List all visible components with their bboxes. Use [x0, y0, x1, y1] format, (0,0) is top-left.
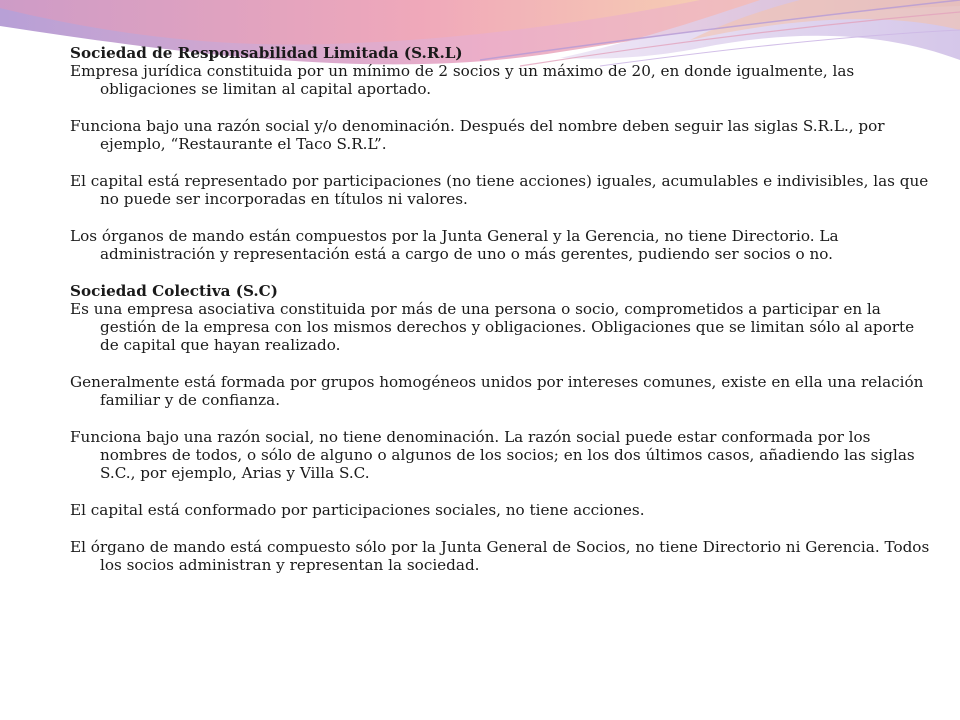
srl-paragraph-4: Los órganos de mando están compuestos por la Junta General y la Gerencia, no tiene Directorio. La administración y representación está a cargo de uno o más gerentes, pudiendo ser socios o no. — [70, 227, 839, 263]
srl-paragraph-1: Empresa jurídica constituida por un mínimo de 2 socios y un máximo de 20, en donde igualmente, las obligaciones se limitan al capital aportado. — [70, 62, 855, 98]
sc-paragraph-4: El capital está conformado por participaciones sociales, no tiene acciones. — [70, 501, 645, 519]
srl-paragraph-3: El capital está representado por participaciones (no tiene acciones) iguales, acumulables e indivisibles, las que no puede ser incorporadas en títulos ni valores. — [70, 172, 929, 208]
sc-paragraph-3: Funciona bajo una razón social, no tiene denominación. La razón social puede estar conformada por los nombres de todos, o sólo de alguno o algunos de los socios; en los dos últimos casos, añadiendo las siglas S.C., por ejemplo, Arias y Villa S.C. — [70, 428, 915, 482]
sc-paragraph-5: El órgano de mando está compuesto sólo por la Junta General de Socios, no tiene Directorio ni Gerencia. Todos los socios administran y representan la sociedad. — [70, 538, 930, 574]
srl-paragraph-2: Funciona bajo una razón social y/o denominación. Después del nombre deben seguir las siglas S.R.L., por ejemplo, “Restaurante el Taco S.R.L”. — [70, 117, 885, 153]
sc-paragraph-2: Generalmente está formada por grupos homogéneos unidos por intereses comunes, existe en ella una relación familiar y de confianza. — [70, 373, 924, 409]
section-heading-sc: Sociedad Colectiva (S.C) — [70, 282, 278, 300]
section-heading-srl: Sociedad de Responsabilidad Limitada (S.R.L) — [70, 44, 463, 62]
sc-paragraph-1: Es una empresa asociativa constituida por más de una persona o socio, comprometidos a participar en la gestión de la empresa con los mismos derechos y obligaciones. Obligaciones que se limitan sólo al aporte de capital que hayan realizado. — [70, 300, 915, 354]
slide-content — [70, 44, 930, 593]
